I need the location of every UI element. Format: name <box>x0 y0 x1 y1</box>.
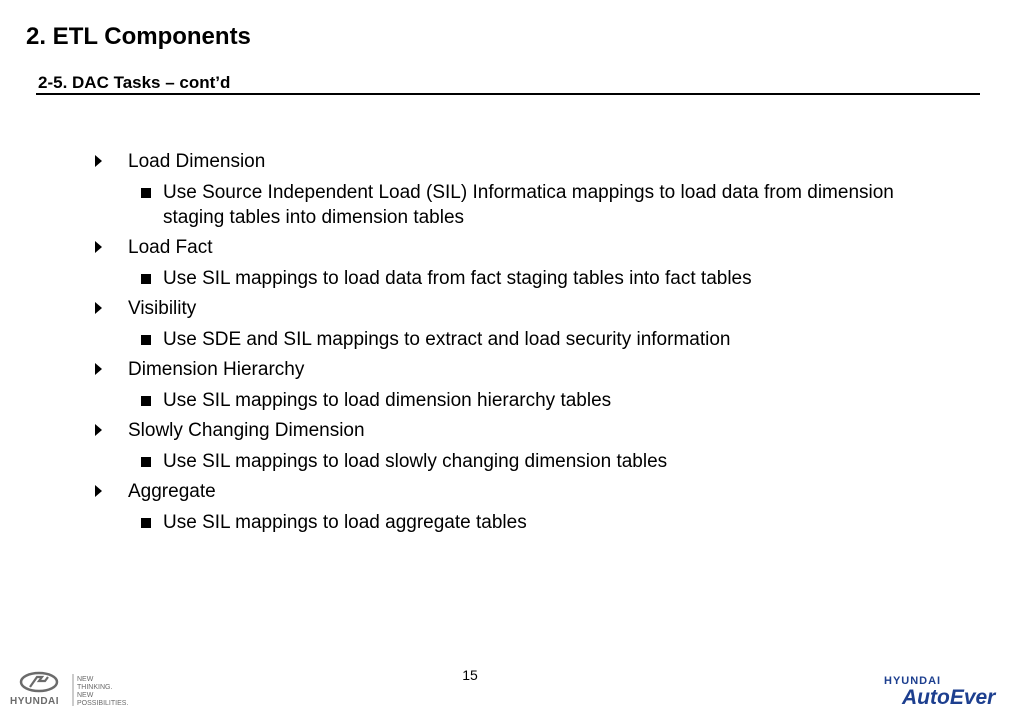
autoever-brand: HYUNDAI <box>884 675 942 687</box>
sub-bullet-item <box>0 449 923 474</box>
title-underline <box>36 93 980 95</box>
bullet-label: Aggregate <box>128 481 216 502</box>
sub-bullet-text: Use SDE and SIL mappings to extract and load security information <box>163 329 731 350</box>
square-bullet-icon <box>141 335 151 345</box>
sub-bullet-item <box>0 388 923 413</box>
page-number: 15 <box>462 667 478 683</box>
sub-bullet-item <box>0 180 923 230</box>
square-bullet-icon <box>141 188 151 198</box>
hyundai-logo <box>10 668 150 708</box>
triangle-bullet-icon <box>95 155 102 167</box>
square-bullet-icon <box>141 518 151 528</box>
bullet-label: Dimension Hierarchy <box>128 359 305 380</box>
sub-bullet-item <box>0 327 923 352</box>
sub-bullet-text: Use SIL mappings to load data from fact staging tables into fact tables <box>163 268 752 289</box>
bullet-item-load-dimension <box>0 150 1023 174</box>
slide-title: 2. ETL Components <box>26 23 251 50</box>
slogan-line-3: NEW <box>77 692 94 699</box>
sub-bullet-text: Use Source Independent Load (SIL) Informatica mappings to load data from dimension staging tables into dimension tables <box>163 182 894 228</box>
bullet-item-dimension-hierarchy <box>0 358 1023 382</box>
slogan-line-2: THINKING. <box>77 684 113 691</box>
bullet-label: Load Dimension <box>128 151 266 172</box>
slogan-line-1: NEW <box>77 676 94 683</box>
bullet-item-load-fact <box>0 236 1023 260</box>
triangle-bullet-icon <box>95 302 102 314</box>
sub-bullet-item <box>0 510 923 535</box>
sub-bullet-text: Use SIL mappings to load dimension hierarchy tables <box>163 390 612 411</box>
bullet-item-aggregate <box>0 480 1023 504</box>
square-bullet-icon <box>141 457 151 467</box>
bullet-label: Slowly Changing Dimension <box>128 420 365 441</box>
square-bullet-icon <box>141 274 151 284</box>
bullet-item-visibility <box>0 297 1023 321</box>
bullet-list <box>0 150 1023 535</box>
triangle-bullet-icon <box>95 485 102 497</box>
triangle-bullet-icon <box>95 363 102 375</box>
hyundai-emblem-icon <box>21 673 57 691</box>
square-bullet-icon <box>141 396 151 406</box>
autoever-product: AutoEver <box>902 686 996 708</box>
triangle-bullet-icon <box>95 424 102 436</box>
hyundai-wordmark: HYUNDAI <box>10 696 60 707</box>
bullet-label: Load Fact <box>128 237 213 258</box>
bullet-item-slowly-changing-dimension <box>0 419 1023 443</box>
sub-bullet-text: Use SIL mappings to load slowly changing dimension tables <box>163 451 668 472</box>
bullet-label: Visibility <box>128 298 197 319</box>
hyundai-autoever-logo <box>880 672 1015 708</box>
sub-bullet-item <box>0 266 923 291</box>
sub-bullet-text: Use SIL mappings to load aggregate tables <box>163 512 527 533</box>
slide-subtitle: 2-5. DAC Tasks – cont’d <box>38 73 231 92</box>
slogan-line-4: POSSIBILITIES. <box>77 700 129 707</box>
triangle-bullet-icon <box>95 241 102 253</box>
